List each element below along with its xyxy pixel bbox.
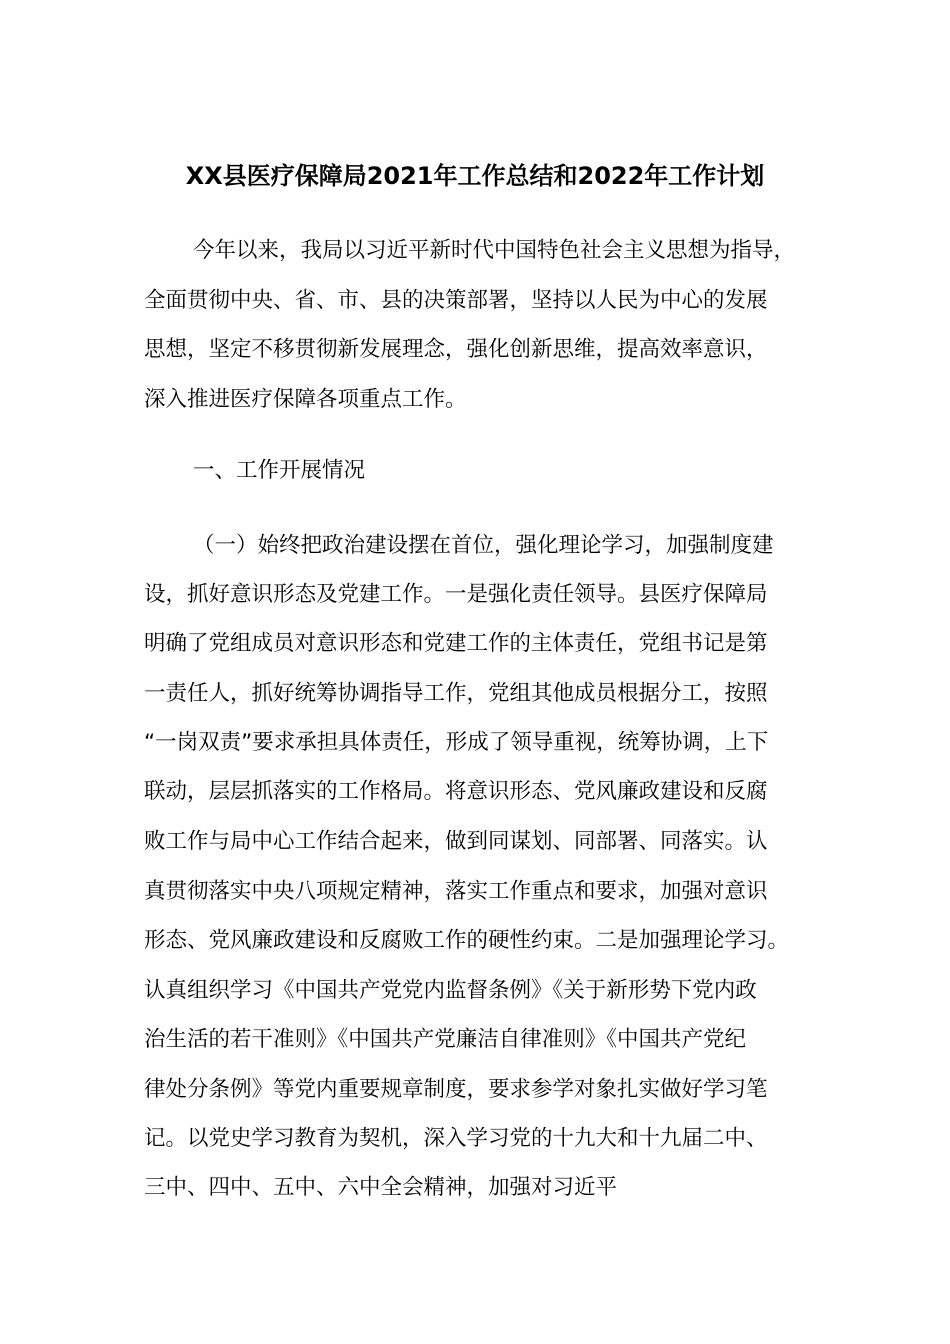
paragraph-line: 一责任人，抓好统筹协调指导工作，党组其他成员根据分工，按照: [144, 681, 768, 706]
paragraph-line: （一）始终把政治建设摆在首位，强化理论学习，加强制度建: [193, 533, 774, 558]
paragraph-line: 形态、党风廉政建设和反腐败工作的硬性约束。二是加强理论学习。: [144, 928, 790, 953]
paragraph-line: 今年以来，我局以习近平新时代中国特色社会主义思想为指导，: [193, 238, 796, 263]
paragraph-line: 认真组织学习《中国共产党党内监督条例》《关于新形势下党内政: [144, 978, 757, 1003]
document-title: XX县医疗保障局2021年工作总结和2022年工作计划: [185, 162, 765, 190]
paragraph-line: “一岗双责”要求承担具体责任，形成了领导重视，统筹协调，上下: [144, 730, 769, 755]
paragraph-line: 明确了党组成员对意识形态和党建工作的主体责任，党组书记是第: [144, 631, 768, 656]
paragraph-line: 深入推进医疗保障各项重点工作。: [144, 387, 467, 412]
paragraph-line: 记。以党史学习教育为契机，深入学习党的十九大和十九届二中、: [144, 1126, 768, 1151]
paragraph-line: 全面贯彻中央、省、市、县的决策部署，坚持以人民为中心的发展: [144, 288, 768, 313]
paragraph-line: 思想，坚定不移贯彻新发展理念，强化创新思维，提高效率意识，: [144, 337, 768, 362]
paragraph-line: 三中、四中、五中、六中全会精神，加强对习近平: [144, 1175, 618, 1200]
paragraph-line: 设，抓好意识形态及党建工作。一是强化责任领导。县医疗保障局: [144, 582, 768, 607]
paragraph-line: 真贯彻落实中央八项规定精神，落实工作重点和要求，加强对意识: [144, 879, 768, 904]
paragraph-line: 败工作与局中心工作结合起来，做到同谋划、同部署、同落实。认: [144, 829, 768, 854]
section-heading: 一、工作开展情况: [193, 458, 366, 483]
paragraph-line: 治生活的若干准则》《中国共产党廉洁自律准则》《中国共产党纪: [144, 1027, 747, 1052]
paragraph-line: 律处分条例》等党内重要规章制度，要求参学对象扎实做好学习笔: [144, 1077, 768, 1102]
paragraph-line: 联动，层层抓落实的工作格局。将意识形态、党风廉政建设和反腐: [144, 779, 768, 804]
